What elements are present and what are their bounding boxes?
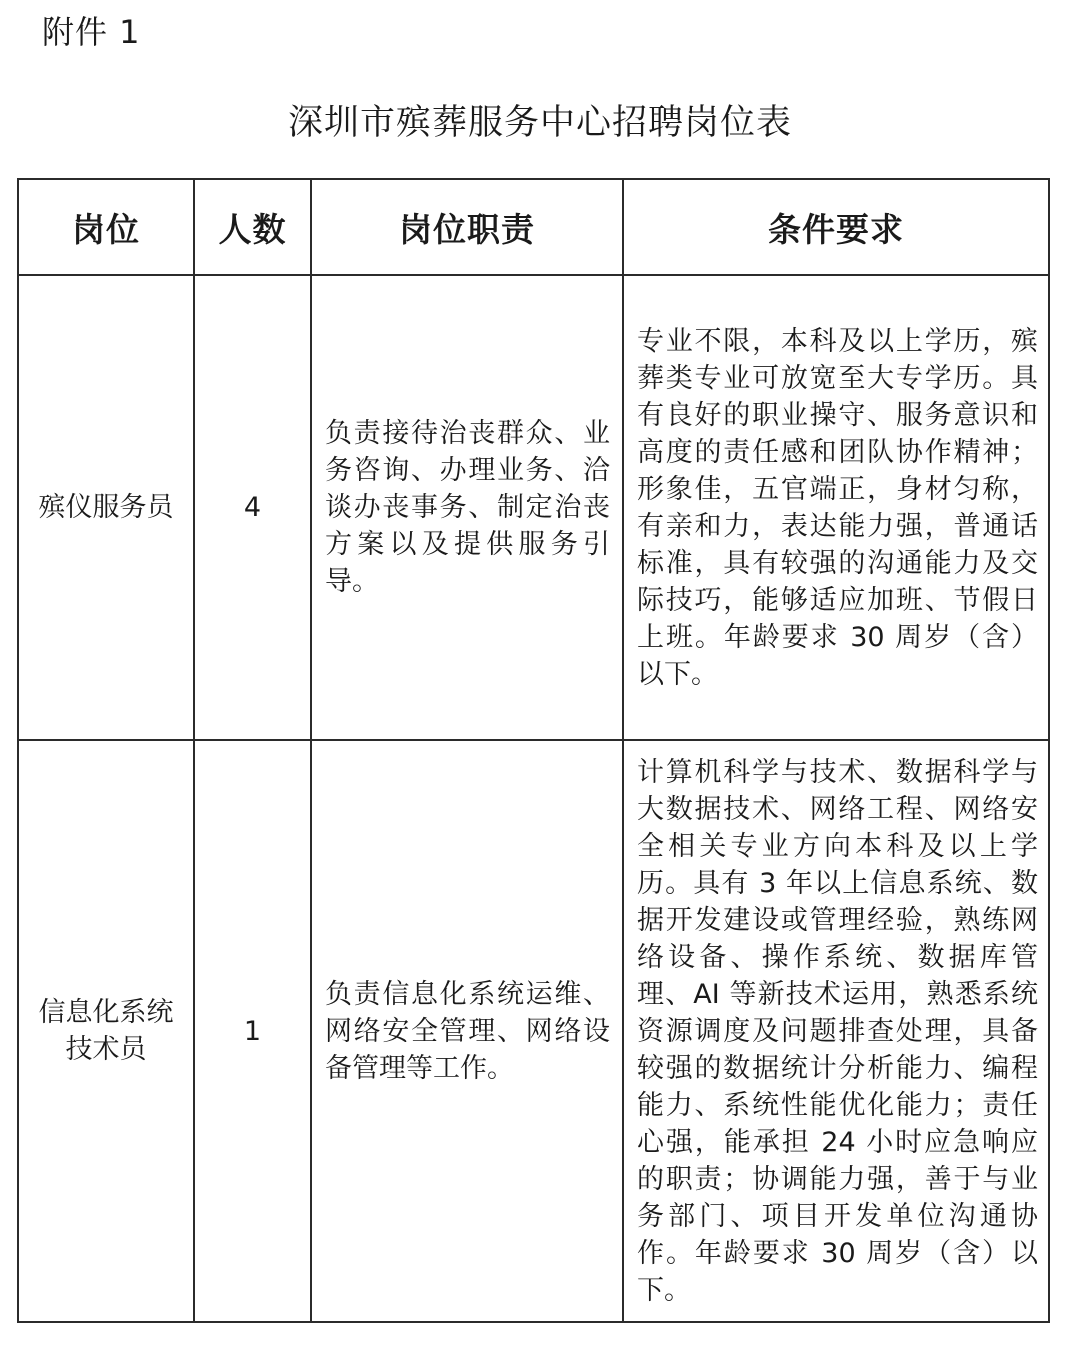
recruitment-table — [17, 178, 1050, 1323]
table-row — [18, 275, 1049, 740]
attachment-label: 附件 1 — [42, 13, 141, 51]
header-count: 人数 — [194, 179, 311, 275]
requirements-cell: 专业不限，本科及以上学历，殡葬类专业可放宽至大专学历。具有良好的职业操守、服务意识和高度的责任感和团队协作精神；形象佳，五官端正，身材匀称，有亲和力，表达能力强，普通话标准，具有较强的沟通能力及交际技巧，能够适应加班、节假日上班。年龄要求 30 周岁（含）以下。 — [623, 275, 1049, 740]
position-cell: 殡仪服务员 — [18, 275, 194, 740]
table-header-row — [18, 179, 1049, 275]
position-cell: 信息化系统技术员 — [18, 740, 194, 1322]
header-duties: 岗位职责 — [311, 179, 623, 275]
document-title: 深圳市殡葬服务中心招聘岗位表 — [287, 103, 792, 143]
count-cell: 1 — [194, 740, 311, 1322]
header-requirements: 条件要求 — [623, 179, 1049, 275]
requirements-cell: 计算机科学与技术、数据科学与大数据技术、网络工程、网络安全相关专业方向本科及以上学历。具有 3 年以上信息系统、数据开发建设或管理经验，熟练网络设备、操作系统、数据库管理、AI 等新技术运用，熟悉系统资源调度及问题排查处理，具备较强的数据统计分析能力、编程能力、系统性能优化能力；责任心强，能承担 24 小时应急响应的职责；协调能力强，善于与业务部门、项目开发单位沟通协作。年龄要求 30 周岁（含）以下。 — [623, 740, 1049, 1322]
duties-cell: 负责接待治丧群众、业务咨询、办理业务、洽谈办丧事务、制定治丧方案以及提供服务引导。 — [311, 275, 623, 740]
header-position: 岗位 — [18, 179, 194, 275]
count-cell: 4 — [194, 275, 311, 740]
duties-cell: 负责信息化系统运维、网络安全管理、网络设备管理等工作。 — [311, 740, 623, 1322]
table-row — [18, 740, 1049, 1322]
